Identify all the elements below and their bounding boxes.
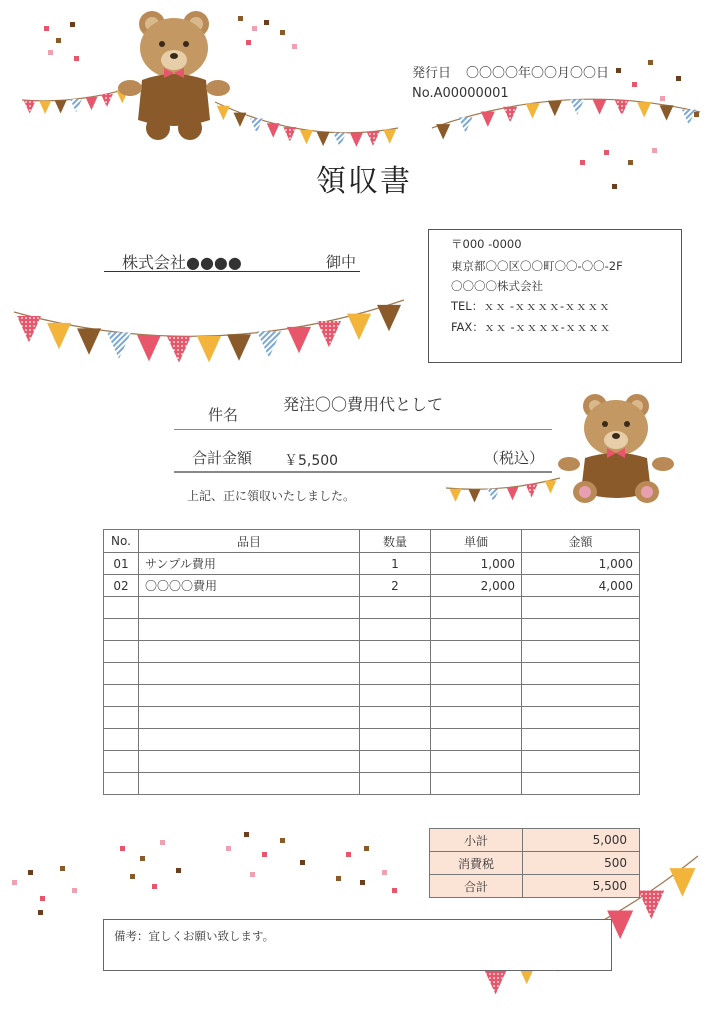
confetti-piece [262, 852, 267, 857]
confetti-piece [280, 30, 285, 35]
cell-amount [522, 751, 640, 773]
bunting-flag [85, 97, 97, 110]
cell-amount: 1,000 [522, 553, 640, 575]
cell-unit-price [431, 597, 522, 619]
bunting-flag [660, 105, 674, 120]
bunting-flag [257, 331, 281, 357]
cell-unit-price [431, 685, 522, 707]
confetti-piece [120, 846, 125, 851]
cell-no [104, 685, 139, 707]
cell-qty: 2 [360, 575, 431, 597]
cell-unit-price: 1,000 [431, 553, 522, 575]
confetti-piece [648, 60, 653, 65]
cell-unit-price [431, 663, 522, 685]
bunting-flag [107, 332, 131, 358]
table-row [104, 619, 640, 641]
bunting-flag [436, 124, 450, 139]
bunting-flag [267, 123, 280, 137]
cell-amount [522, 597, 640, 619]
cell-no: 02 [104, 575, 139, 597]
bunting-flag [638, 891, 664, 920]
bunting-flag [70, 99, 82, 112]
bunting-flag [24, 100, 36, 113]
bunting-string [22, 88, 130, 101]
cell-qty: 1 [360, 553, 431, 575]
bunting-flag [287, 327, 311, 353]
confetti-piece [40, 896, 45, 901]
cell-no [104, 707, 139, 729]
confetti-piece [616, 68, 621, 73]
confetti-piece [28, 870, 33, 875]
bunting-flag [350, 133, 363, 147]
confetti-piece [60, 866, 65, 871]
confetti-piece [676, 76, 681, 81]
bunting-flag [669, 868, 695, 897]
bunting-flag [383, 129, 396, 143]
teddy-bear-icon [558, 394, 674, 503]
confetti-piece [264, 20, 269, 25]
confetti-piece [612, 184, 617, 189]
cell-item: サンプル費用 [139, 553, 360, 575]
teddy-bear-icon [118, 11, 230, 140]
cell-amount: 4,000 [522, 575, 640, 597]
confetti-piece [652, 148, 657, 153]
cell-no [104, 751, 139, 773]
bunting-flag [347, 314, 371, 340]
cell-item [139, 685, 360, 707]
confetti-piece [160, 840, 165, 845]
confetti-piece [48, 50, 53, 55]
cell-amount [522, 641, 640, 663]
tax-note: （税込） [484, 449, 545, 467]
cell-no [104, 729, 139, 751]
cell-no: 01 [104, 553, 139, 575]
cell-no [104, 663, 139, 685]
bunting-flag [39, 101, 51, 114]
cell-unit-price [431, 641, 522, 663]
confetti-piece [176, 868, 181, 873]
subject-underline [174, 429, 552, 430]
confetti-piece [44, 26, 49, 31]
bunting-string [215, 102, 398, 133]
table-row [104, 663, 640, 685]
confetti-piece [244, 832, 249, 837]
cell-amount [522, 773, 640, 795]
confetti-piece [130, 874, 135, 879]
table-row [104, 597, 640, 619]
confetti-piece [152, 884, 157, 889]
bunting-flag [615, 100, 629, 115]
confetti-piece [300, 860, 305, 865]
bunting-flag [570, 99, 584, 114]
bunting-flag [488, 489, 500, 502]
confetti-piece [238, 16, 243, 21]
cell-qty [360, 751, 431, 773]
bunting-flag [459, 117, 473, 132]
confetti-piece [56, 38, 61, 43]
issuer-address: 東京都〇〇区〇〇町〇〇-〇〇-2F [451, 259, 623, 273]
header-no: No. [104, 530, 139, 553]
table-header-row [104, 530, 640, 553]
cell-item [139, 707, 360, 729]
bunting-flag [217, 106, 230, 120]
cell-no [104, 773, 139, 795]
bunting-flag [593, 99, 607, 114]
tax-label: 消費税 [430, 852, 523, 875]
cell-amount [522, 707, 640, 729]
bunting-flag [637, 102, 651, 117]
cell-item [139, 751, 360, 773]
bunting-flag [507, 487, 519, 500]
cell-unit-price [431, 619, 522, 641]
header-qty: 数量 [360, 530, 431, 553]
confetti-piece [632, 82, 637, 87]
cell-no [104, 641, 139, 663]
bunting-flag [116, 90, 128, 103]
recipient-name: 株式会社●●●● [122, 253, 242, 272]
confetti-piece [38, 910, 43, 915]
bunting-flag [250, 118, 263, 132]
cell-amount [522, 685, 640, 707]
cell-amount [522, 619, 640, 641]
cell-qty [360, 707, 431, 729]
header-amount: 金額 [522, 530, 640, 553]
issuer-fax: FAX：ｘｘ -ｘｘｘｘ-ｘｘｘｘ [451, 320, 611, 334]
cell-amount [522, 663, 640, 685]
bunting-flag [233, 113, 246, 127]
cell-amount [522, 729, 640, 751]
confetti-piece [660, 96, 665, 101]
confetti-piece [360, 880, 365, 885]
remarks-box [103, 919, 612, 971]
cell-no [104, 597, 139, 619]
bunting-flag [545, 480, 557, 493]
remarks-text: 備考：宜しくお願い致します。 [114, 929, 275, 943]
bunting-flag [526, 103, 540, 118]
bunting-flag [333, 133, 346, 147]
bunting-flag [526, 484, 538, 497]
amount-label: 合計金額 [192, 449, 253, 467]
bunting-flag [101, 94, 113, 107]
total-value: 5,500 [523, 875, 640, 898]
table-row [104, 553, 640, 575]
confetti-piece [226, 846, 231, 851]
bunting-flag [77, 328, 101, 354]
tax-value: 500 [523, 852, 640, 875]
bunting-flag [167, 336, 191, 362]
bunting-string [14, 300, 404, 336]
bunting-string [446, 478, 560, 489]
table-row [104, 751, 640, 773]
cell-item [139, 641, 360, 663]
subtotal-value: 5,000 [523, 829, 640, 852]
bunting-flag [682, 109, 696, 124]
table-row [430, 875, 640, 898]
issue-date-label: 発行日 [412, 66, 452, 81]
recipient-honorific: 御中 [326, 253, 357, 271]
subject-value: 発注〇〇費用代として [283, 395, 444, 414]
confetti-piece [252, 26, 257, 31]
table-row [430, 852, 640, 875]
cell-qty [360, 641, 431, 663]
bunting-flag [317, 132, 330, 146]
confetti-piece [628, 160, 633, 165]
cell-qty [360, 773, 431, 795]
bunting-flag [377, 305, 401, 331]
bunting-flag [317, 321, 341, 347]
confetti-piece [364, 846, 369, 851]
header-unit-price: 単価 [431, 530, 522, 553]
bunting-flag [469, 489, 481, 502]
bunting-flag [481, 111, 495, 126]
bunting-flag [548, 101, 562, 116]
bunting-flag [197, 336, 221, 362]
header-item: 品目 [139, 530, 360, 553]
confetti-piece [382, 870, 387, 875]
confetti-piece [604, 150, 609, 155]
bunting-flag [17, 316, 41, 342]
cell-unit-price [431, 729, 522, 751]
cell-no [104, 619, 139, 641]
cell-item [139, 773, 360, 795]
cell-item: 〇〇〇〇費用 [139, 575, 360, 597]
confetti-piece [694, 112, 699, 117]
bunting-flag [300, 130, 313, 144]
table-row [104, 685, 640, 707]
amount-underline [174, 471, 552, 473]
confetti-piece [140, 856, 145, 861]
bunting-flag [367, 132, 380, 146]
document-title: 領収書 [316, 164, 412, 199]
confetti-piece [346, 852, 351, 857]
issue-date-value: 〇〇〇〇年〇〇月〇〇日 [466, 66, 610, 81]
issuer-company: 〇〇〇〇株式会社 [451, 279, 543, 293]
bunting-flag [283, 127, 296, 141]
confetti-piece [336, 876, 341, 881]
bunting-flag [450, 489, 462, 502]
cell-qty [360, 729, 431, 751]
confetti-piece [70, 22, 75, 27]
issuer-box [428, 229, 682, 363]
subtotal-label: 小計 [430, 829, 523, 852]
bunting-flag [47, 323, 71, 349]
cell-qty [360, 597, 431, 619]
cell-unit-price: 2,000 [431, 575, 522, 597]
confetti-piece [72, 888, 77, 893]
subject-label: 件名 [208, 406, 239, 424]
receipt-note: 上記、正に領収いたしました。 [187, 489, 356, 503]
cell-unit-price [431, 773, 522, 795]
cell-unit-price [431, 751, 522, 773]
bunting-flag [137, 335, 161, 361]
confetti-piece [250, 872, 255, 877]
amount-value: ￥5,500 [284, 453, 339, 469]
bunting-flag [227, 334, 251, 360]
total-label: 合計 [430, 875, 523, 898]
issuer-tel: TEL：ｘｘ -ｘｘｘｘ-ｘｘｘｘ [451, 299, 611, 313]
confetti-piece [246, 40, 251, 45]
confetti-piece [580, 160, 585, 165]
cell-item [139, 729, 360, 751]
cell-unit-price [431, 707, 522, 729]
totals-table [429, 828, 640, 898]
bunting-flag [503, 107, 517, 122]
table-row [104, 641, 640, 663]
confetti-piece [280, 838, 285, 843]
cell-item [139, 597, 360, 619]
table-row [104, 575, 640, 597]
bunting-string [432, 99, 700, 128]
cell-item [139, 619, 360, 641]
confetti-piece [392, 888, 397, 893]
cell-qty [360, 619, 431, 641]
bunting-flag [55, 100, 67, 113]
recipient-underline [104, 271, 360, 272]
confetti-piece [12, 880, 17, 885]
table-row [104, 707, 640, 729]
table-row [104, 773, 640, 795]
document-number: No.A00000001 [412, 86, 509, 101]
confetti-piece [74, 56, 79, 61]
cell-item [139, 663, 360, 685]
table-row [430, 829, 640, 852]
confetti-piece [292, 44, 297, 49]
table-row [104, 729, 640, 751]
issuer-postal: 〒000 -0000 [451, 237, 522, 251]
cell-qty [360, 685, 431, 707]
cell-qty [360, 663, 431, 685]
items-table [103, 529, 640, 795]
